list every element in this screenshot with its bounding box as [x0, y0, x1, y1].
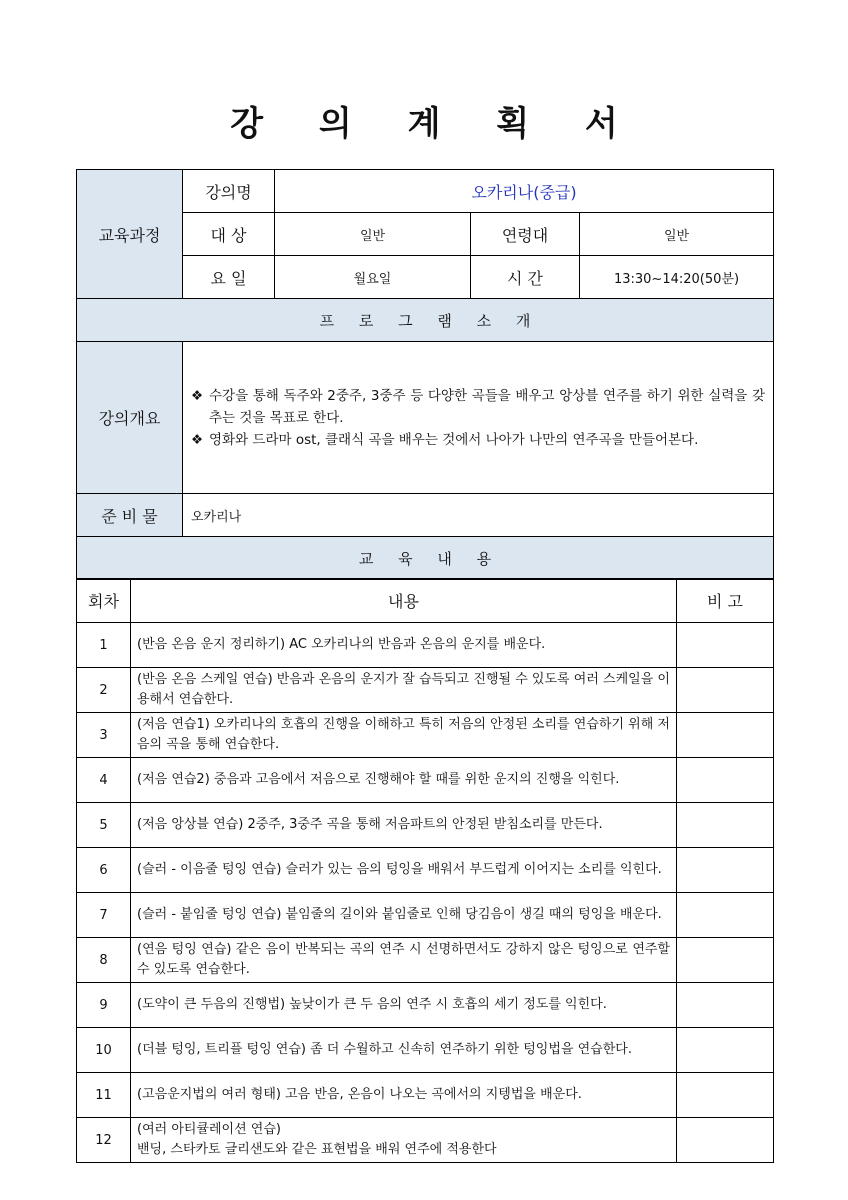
session-remark	[677, 1073, 774, 1118]
target-value: 일반	[275, 213, 471, 256]
schedule-table	[76, 578, 774, 1163]
session-number: 2	[77, 668, 131, 713]
table-row	[77, 713, 774, 758]
education-content-header: 교 육 내 용	[77, 537, 774, 580]
session-content: (저음 앙상블 연습) 2중주, 3중주 곡을 통해 저음파트의 안정된 받침소리를 만든다.	[131, 803, 677, 848]
session-content: (더블 텅잉, 트리플 텅잉 연습) 좀 더 수월하고 신속히 연주하기 위한 텅잉법을 연습한다.	[131, 1028, 677, 1073]
time-value: 13:30~14:20(50분)	[580, 256, 774, 299]
session-number: 8	[77, 938, 131, 983]
session-number: 6	[77, 848, 131, 893]
table-row	[77, 848, 774, 893]
session-remark	[677, 893, 774, 938]
table-row	[77, 1073, 774, 1118]
session-column-header: 회차	[77, 579, 131, 623]
session-number: 9	[77, 983, 131, 1028]
overview-item	[191, 429, 765, 451]
session-remark	[677, 623, 774, 668]
overview-item-text: 수강을 통해 독주와 2중주, 3중주 등 다양한 곡들을 배우고 앙상블 연주를 하기 위한 실력을 갖추는 것을 목표로 한다.	[209, 387, 766, 426]
session-content-line: 밴딩, 스타카토 글리샌도와 같은 표현법을 배워 연주에 적용한다	[137, 1142, 497, 1157]
day-value: 월요일	[275, 256, 471, 299]
day-label: 요 일	[183, 256, 275, 299]
course-info-table	[76, 169, 774, 580]
table-row	[77, 1118, 774, 1163]
session-remark	[677, 848, 774, 893]
session-content: (저음 연습1) 오카리나의 호흡의 진행을 이해하고 특히 저음의 안정된 소리를 연습하기 위해 저음의 곡을 통해 연습한다.	[131, 713, 677, 758]
session-number: 12	[77, 1118, 131, 1163]
session-content: (반음 온음 스케일 연습) 반음과 온음의 운지가 잘 습득되고 진행될 수 있도록 여러 스케일을 이용해서 연습한다.	[131, 668, 677, 713]
preparation-label: 준 비 물	[77, 494, 183, 537]
table-row	[77, 938, 774, 983]
diamond-bullet-icon: ❖	[191, 387, 204, 404]
overview-item-text: 영화와 드라마 ost, 클래식 곡을 배우는 것에서 나아가 나만의 연주곡을 만들어본다.	[209, 431, 699, 448]
session-number: 3	[77, 713, 131, 758]
time-label: 시 간	[471, 256, 580, 299]
course-name-value: 오카리나(중급)	[275, 170, 774, 213]
age-label: 연령대	[471, 213, 580, 256]
session-remark	[677, 668, 774, 713]
age-value: 일반	[580, 213, 774, 256]
course-name-label: 강의명	[183, 170, 275, 213]
session-number: 1	[77, 623, 131, 668]
session-content	[131, 1118, 677, 1163]
session-remark	[677, 758, 774, 803]
session-content: (연음 텅잉 연습) 같은 음이 반복되는 곡의 연주 시 선명하면서도 강하지 않은 텅잉으로 연주할 수 있도록 연습한다.	[131, 938, 677, 983]
session-content: (고음운지법의 여러 형태) 고음 반음, 온음이 나오는 곡에서의 지텡법을 배운다.	[131, 1073, 677, 1118]
table-row	[77, 668, 774, 713]
session-number: 7	[77, 893, 131, 938]
table-row	[77, 803, 774, 848]
target-label: 대 상	[183, 213, 275, 256]
curriculum-label: 교육과정	[77, 170, 183, 299]
program-intro-header: 프 로 그 램 소 개	[77, 299, 774, 342]
document-title: 강 의 계 획 서	[230, 104, 640, 144]
session-remark	[677, 938, 774, 983]
session-remark	[677, 983, 774, 1028]
session-content-line: (여러 아티큘레이션 연습)	[137, 1122, 281, 1137]
session-content: (저음 연습2) 중음과 고음에서 저음으로 진행해야 할 때를 위한 운지의 진행을 익힌다.	[131, 758, 677, 803]
preparation-value: 오카리나	[183, 494, 774, 537]
session-content: (슬러 - 이음줄 텅잉 연습) 슬러가 있는 음의 텅잉을 배워서 부드럽게 이어지는 소리를 익힌다.	[131, 848, 677, 893]
session-number: 4	[77, 758, 131, 803]
diamond-bullet-icon: ❖	[191, 431, 204, 448]
table-row	[77, 893, 774, 938]
session-remark	[677, 803, 774, 848]
session-content: (도약이 큰 두음의 진행법) 높낮이가 큰 두 음의 연주 시 호흡의 세기 정도를 익힌다.	[131, 983, 677, 1028]
table-row	[77, 758, 774, 803]
overview-content	[183, 342, 774, 494]
overview-item	[191, 385, 765, 429]
session-remark	[677, 713, 774, 758]
table-row	[77, 983, 774, 1028]
session-remark	[677, 1118, 774, 1163]
content-column-header: 내용	[131, 579, 677, 623]
session-content: (슬러 - 붙임줄 텅잉 연습) 붙임줄의 길이와 붙임줄로 인해 당김음이 생길 때의 텅잉을 배운다.	[131, 893, 677, 938]
table-row	[77, 623, 774, 668]
remarks-column-header: 비 고	[677, 579, 774, 623]
session-remark	[677, 1028, 774, 1073]
session-number: 11	[77, 1073, 131, 1118]
overview-label: 강의개요	[77, 342, 183, 494]
session-number: 10	[77, 1028, 131, 1073]
session-number: 5	[77, 803, 131, 848]
session-content: (반음 온음 운지 정리하기) AC 오카리나의 반음과 온음의 운지를 배운다.	[131, 623, 677, 668]
table-row	[77, 1028, 774, 1073]
